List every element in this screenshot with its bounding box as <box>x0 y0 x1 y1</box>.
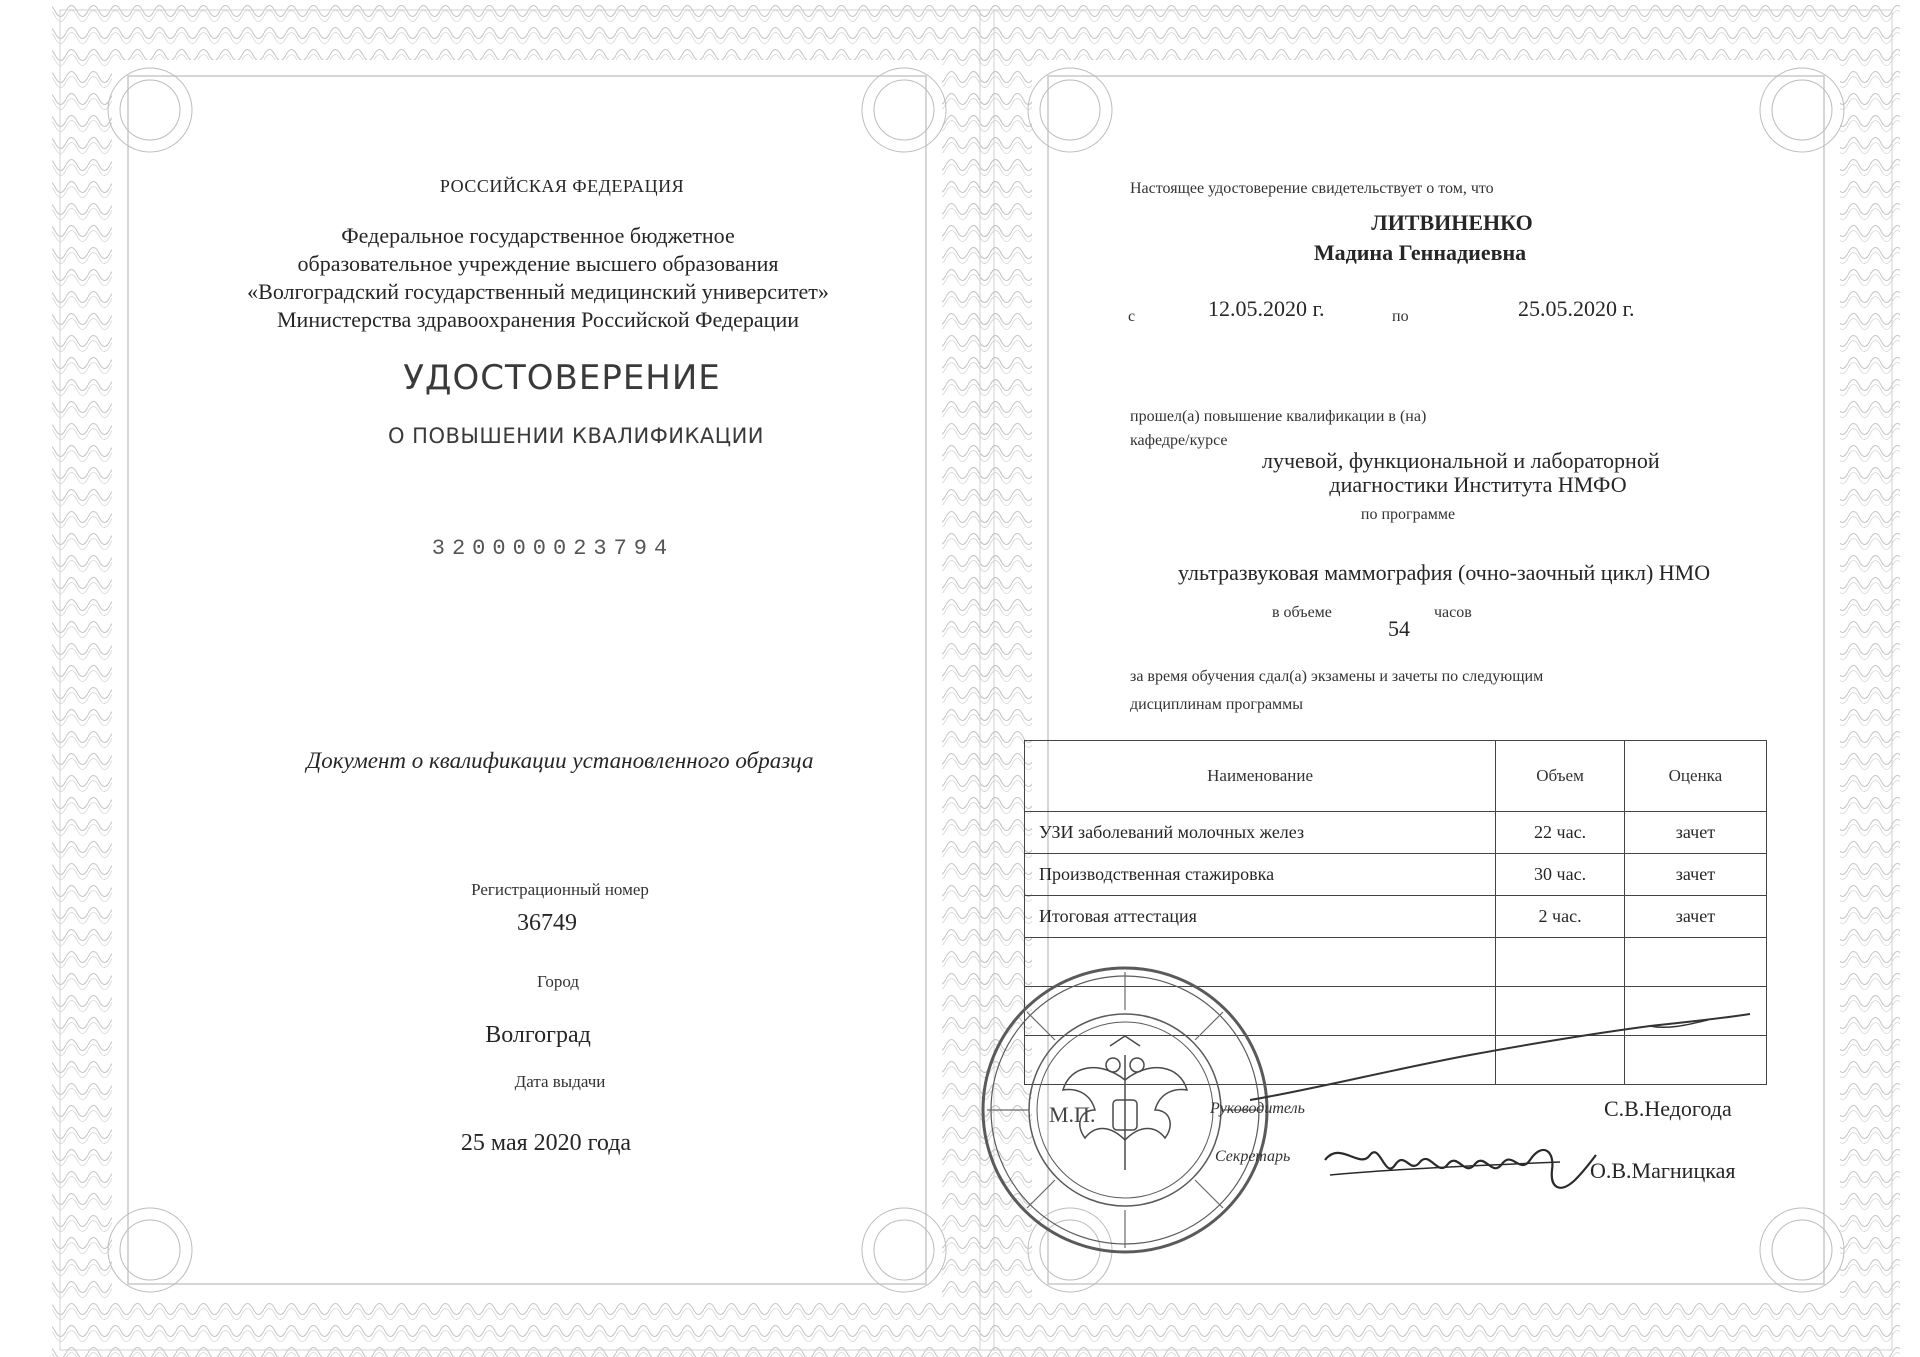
org-name-line-4: Министерства здравоохранения Российской Федерации <box>277 307 799 332</box>
registration-label: Регистрационный номер <box>471 880 649 899</box>
holder-surname: ЛИТВИНЕНКО <box>1371 210 1533 235</box>
discipline-grade: зачет <box>1624 812 1766 854</box>
org-name-line-3: «Волгоградский государственный медицинский университет» <box>247 279 829 304</box>
table-row <box>1025 812 1767 854</box>
issue-date-label: Дата выдачи <box>514 1072 606 1091</box>
serial-number: 320000023794 <box>431 536 675 561</box>
table-row <box>1025 896 1767 938</box>
discipline-name: Производственная стажировка <box>1025 854 1496 896</box>
period-to-date: 25.05.2020 г. <box>1518 296 1635 321</box>
head-name: С.В.Недогода <box>1604 1096 1732 1121</box>
document-title: УДОСТОВЕРЕНИЕ <box>403 358 721 398</box>
secretary-label: Секретарь <box>1215 1148 1291 1165</box>
discipline-hours: 30 час. <box>1496 854 1625 896</box>
table-header-row <box>1025 741 1767 812</box>
intro-text: Настоящее удостоверение свидетельствует о том, что <box>1130 180 1494 197</box>
registration-number: 36749 <box>517 910 577 936</box>
discipline-grade: зачет <box>1624 854 1766 896</box>
issue-date: 25 мая 2020 года <box>460 1130 632 1156</box>
discipline-hours: 22 час. <box>1496 812 1625 854</box>
discipline-name: Итоговая аттестация <box>1025 896 1496 938</box>
department-label: кафедре/курсе <box>1130 432 1228 449</box>
country-heading: РОССИЙСКАЯ ФЕДЕРАЦИЯ <box>439 176 685 196</box>
volume-unit: часов <box>1434 604 1472 621</box>
org-name-line-1: Федеральное государственное бюджетное <box>341 223 735 248</box>
volume-label: в объеме <box>1272 604 1332 621</box>
header-discipline: Наименование <box>1025 741 1496 812</box>
period-from-label: с <box>1128 308 1136 325</box>
program-name: ультразвуковая маммография (очно-заочный цикл) НМО <box>1178 560 1711 585</box>
table-row <box>1025 854 1767 896</box>
city-value: Волгоград <box>485 1022 591 1048</box>
program-label: по программе <box>1360 506 1456 523</box>
city-label: Город <box>537 972 579 991</box>
secretary-signature <box>1320 1120 1600 1210</box>
volume-value: 54 <box>1388 616 1410 641</box>
period-from-date: 12.05.2020 г. <box>1208 296 1325 321</box>
discipline-grade: зачет <box>1624 896 1766 938</box>
header-grade: Оценка <box>1624 741 1766 812</box>
head-label: Руководитель <box>1210 1100 1305 1117</box>
discipline-name: УЗИ заболеваний молочных желез <box>1025 812 1496 854</box>
document-subtitle: О ПОВЫШЕНИИ КВАЛИФИКАЦИИ <box>387 424 765 448</box>
period-to-label: по <box>1392 308 1409 325</box>
holder-given-names: Мадина Геннадиевна <box>1313 240 1527 265</box>
discipline-hours: 2 час. <box>1496 896 1625 938</box>
org-name-line-2: образовательное учреждение высшего образования <box>297 251 779 276</box>
stamp-place-label: М.П. <box>1049 1102 1096 1127</box>
document-type-note: Документ о квалификации установленного образца <box>306 748 814 773</box>
passed-label: прошел(а) повышение квалификации в (на) <box>1130 408 1427 425</box>
exams-text-line-1: за время обучения сдал(а) экзамены и зачеты по следующим <box>1130 668 1544 685</box>
header-hours: Объем <box>1496 741 1625 812</box>
secretary-name: О.В.Магницкая <box>1590 1158 1736 1183</box>
exams-text-line-2: дисциплинам программы <box>1130 696 1304 713</box>
department-line-1: лучевой, функциональной и лабораторной <box>1262 448 1660 473</box>
department-line-2: диагностики Института НМФО <box>1329 472 1627 497</box>
